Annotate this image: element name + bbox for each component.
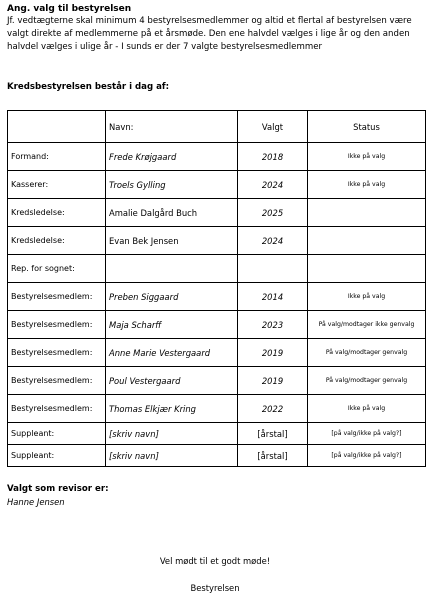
role-cell: Kredsledelse:	[8, 227, 106, 255]
role-cell: Bestyrelsesmedlem:	[8, 311, 106, 339]
role-cell: Kasserer:	[8, 171, 106, 199]
status-cell: Ikke på valg	[308, 395, 426, 423]
name-cell: Troels Gylling	[106, 171, 238, 199]
election-heading: Ang. valg til bestyrelsen	[7, 4, 132, 14]
table-row	[8, 339, 426, 367]
status-cell: På valg/modtager ikke genvalg	[308, 311, 426, 339]
status-cell	[308, 227, 426, 255]
status-cell: På valg/modtager genvalg	[308, 367, 426, 395]
year-cell: 2024	[238, 227, 308, 255]
name-cell: Preben Siggaard	[106, 283, 238, 311]
status-cell: Ikke på valg	[308, 283, 426, 311]
status-cell: På valg/modtager genvalg	[308, 339, 426, 367]
intro-paragraph: Jf. vedtægterne skal minimum 4 bestyrelsesmedlemmer og altid et flertal af bestyrelsen være valgt direkte af medlemmerne på et årsmøde. Den ene halvdel vælges i lige år og den anden halvdel vælges i ulige år - I sunds er der 7 valgte bestyrelsesmedlemmer	[7, 16, 412, 52]
name-cell: Amalie Dalgård Buch	[106, 199, 238, 227]
role-cell: Suppleant:	[8, 445, 106, 467]
year-cell: 2023	[238, 311, 308, 339]
name-cell: Evan Bek Jensen	[106, 227, 238, 255]
table-row	[8, 367, 426, 395]
revisor-name: Hanne Jensen	[7, 497, 65, 507]
name-cell	[106, 255, 238, 283]
table-row	[8, 143, 426, 171]
status-cell	[308, 255, 426, 283]
role-cell: Kredsledelse:	[8, 199, 106, 227]
table-row	[8, 227, 426, 255]
name-cell: Poul Vestergaard	[106, 367, 238, 395]
status-cell: [på valg/ikke på valg?]	[308, 445, 426, 467]
role-cell: Bestyrelsesmedlem:	[8, 339, 106, 367]
year-cell: 2014	[238, 283, 308, 311]
year-cell: 2022	[238, 395, 308, 423]
role-cell: Formand:	[8, 143, 106, 171]
header-year: Valgt	[238, 111, 308, 143]
status-cell	[308, 199, 426, 227]
role-cell: Rep. for sognet:	[8, 255, 106, 283]
year-cell: [årstal]	[238, 445, 308, 467]
year-cell: 2019	[238, 339, 308, 367]
role-cell: Bestyrelsesmedlem:	[8, 367, 106, 395]
header-status: Status	[308, 111, 426, 143]
table-row	[8, 423, 426, 445]
table-row	[8, 445, 426, 467]
table-row	[8, 171, 426, 199]
table-header-row	[8, 111, 426, 143]
status-cell: Ikke på valg	[308, 171, 426, 199]
board-heading: Kredsbestyrelsen består i dag af:	[7, 82, 170, 92]
closing-text: Vel mødt til et godt møde!	[159, 556, 271, 566]
role-cell: Bestyrelsesmedlem:	[8, 283, 106, 311]
name-cell: Anne Marie Vestergaard	[106, 339, 238, 367]
year-cell: [årstal]	[238, 423, 308, 445]
status-cell: [på valg/ikke på valg?]	[308, 423, 426, 445]
revisor-heading: Valgt som revisor er:	[7, 484, 109, 494]
header-name: Navn:	[106, 111, 238, 143]
board-table	[7, 110, 426, 467]
table-row	[8, 255, 426, 283]
name-cell: Frede Krøjgaard	[106, 143, 238, 171]
header-role	[8, 111, 106, 143]
table-row	[8, 283, 426, 311]
year-cell	[238, 255, 308, 283]
year-cell: 2018	[238, 143, 308, 171]
name-cell: Thomas Elkjær Kring	[106, 395, 238, 423]
role-cell: Suppleant:	[8, 423, 106, 445]
year-cell: 2024	[238, 171, 308, 199]
signature: Bestyrelsen	[190, 583, 240, 593]
name-cell: [skriv navn]	[106, 445, 238, 467]
table-row	[8, 395, 426, 423]
role-cell: Bestyrelsesmedlem:	[8, 395, 106, 423]
year-cell: 2025	[238, 199, 308, 227]
table-row	[8, 199, 426, 227]
status-cell: Ikke på valg	[308, 143, 426, 171]
name-cell: [skriv navn]	[106, 423, 238, 445]
table-row	[8, 311, 426, 339]
name-cell: Maja Scharff	[106, 311, 238, 339]
year-cell: 2019	[238, 367, 308, 395]
